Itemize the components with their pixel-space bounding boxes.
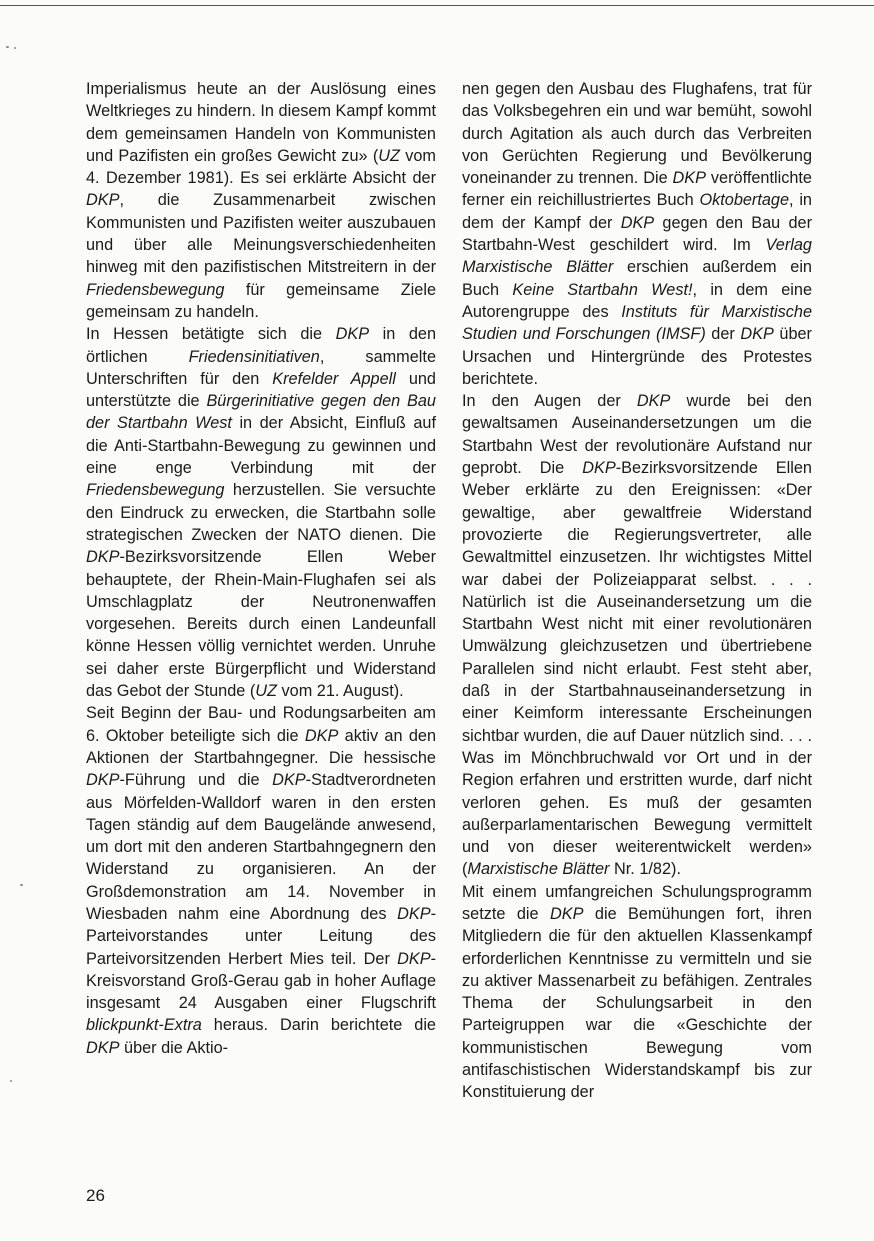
top-rule <box>0 5 874 6</box>
italic-run: DKP <box>550 904 584 923</box>
paragraph <box>462 881 812 1104</box>
scan-speck <box>6 46 9 48</box>
text-run: Mit einem umfangreichen Schulungsprogramm setzte die <box>462 882 812 923</box>
italic-run: Bürgerinitiative gegen den Bau der Startbahn West <box>86 392 436 433</box>
text-run: In Hessen betätigte sich die <box>86 325 336 344</box>
text-run: vom 21. August). <box>276 682 404 701</box>
italic-run: DKP <box>86 548 120 567</box>
italic-run: Instituts für Marxistische Studien und Forschungen (IMSF) <box>462 302 812 344</box>
text-run: über die Aktio- <box>119 1038 229 1057</box>
text-run: für gemeinsame Ziele gemeinsam zu handeln. <box>86 280 436 321</box>
text-run: Seit Beginn der Bau- und Rodungsarbeiten am 6. Oktober beteiligte sich die <box>86 704 436 745</box>
text-run: In den Augen der <box>462 392 637 411</box>
italic-run: DKP <box>272 771 306 790</box>
page-number: 26 <box>86 1186 105 1205</box>
italic-run: Friedensinitiativen <box>188 347 320 366</box>
paragraph <box>462 390 812 881</box>
left-text-column <box>86 78 436 1059</box>
text-run: -Führung und die <box>119 771 273 790</box>
text-run: vom 4. Dezember 1981). Es sei erklärte Absicht der <box>86 146 436 188</box>
paragraph <box>86 702 436 1059</box>
text-run: nen gegen den Ausbau des Flughafens, trat für das Volksbegehren ein und war bemüht, sowohl durch Agitation als auch durch das Verbreiten von Gerüchten Regierung und Bevölkerung voneinander zu trennen. Die <box>462 80 812 188</box>
italic-run: blickpunkt-Extra <box>86 1016 202 1035</box>
paragraph <box>462 78 812 390</box>
text-run: herzustellen. Sie versuchte den Eindruck zu erwecken, die Startbahn solle strategischen Zwecken der NATO dienen. Die <box>86 481 436 544</box>
italic-run: DKP <box>636 392 671 411</box>
text-run: erschien außerdem ein Buch <box>462 258 812 299</box>
text-run: in den örtlichen <box>86 325 436 366</box>
text-run: Imperialismus heute an der Auslösung eines Weltkrieges zu hindern. In diesem Kampf kommt dem gemeinsamen Handeln von Kommunisten und Pazifisten ein großes Gewicht zu» ( <box>86 80 436 165</box>
text-run: -Kreisvorstand Groß-Gerau gab in hoher Auflage insgesamt 24 Ausgaben einer Flugschrift <box>86 949 436 1013</box>
italic-run: Friedensbewegung <box>86 481 225 500</box>
text-run: in der Absicht, Einfluß auf die Anti-Startbahn-Bewegung zu gewinnen und eine enge Verbindung mit der <box>86 414 436 478</box>
text-run: der <box>705 325 741 344</box>
text-run: -Parteivorstandes unter Leitung des Parteivorsitzenden Herbert Mies teil. Der <box>86 904 436 968</box>
scan-speck <box>20 884 23 886</box>
paragraph <box>86 78 436 323</box>
italic-run: Oktobertage <box>699 191 790 210</box>
italic-run: DKP <box>86 1038 120 1057</box>
text-run: , die Zusammenarbeit zwischen Kommunisten und Pazifisten weiter auszubauen und über alle Meinungsverschiedenheiten hinweg mit den pazifistischen Mitstreitern in der <box>86 191 436 277</box>
text-run: aktiv an den Aktionen der Startbahngegner. Die hessische <box>86 726 436 767</box>
text-run: gegen den Bau der Startbahn-West geschildert wird. Im <box>462 213 812 255</box>
text-run: -Bezirksvorsitzende Ellen Weber erklärte zu den Ereignissen: «Der gewaltige, aber gewaltfreie Widerstand provozierte die Regierungsvertreter, alle Gewaltmittel einzusetzen. Ihr wichtigstes Mittel war dabei der Polizeiapparat selbst. . . . Natürlich ist die Auseinandersetzung um die Startbahn West nicht mit einer revolutionären Umwälzung gleichzusetzen und übertriebene Parallelen sind nicht erlaubt. Fest steht aber, daß in der Startbahnauseinandersetzung in einer Keimform interessante Erscheinungen sichtbar wurden, die auf Dauer nützlich sind. . . . Was im Mönchbruchwald vor Ort und in der Region erfahren und erstritten wurde, darf nicht verloren gehen. Es muß der gesamten außerparlamentarischen Bewegung vermittelt und von dieser weiterentwickelt werden» ( <box>462 459 812 879</box>
italic-run: Verlag Marxistische Blätter <box>462 236 812 277</box>
text-run: Nr. 1/82). <box>609 860 681 879</box>
right-text-column <box>462 78 812 1104</box>
italic-run: DKP <box>397 949 431 968</box>
paragraph <box>86 323 436 702</box>
text-run: über Ursachen und Hintergründe des Protestes berichtete. <box>462 325 812 388</box>
text-run: , sammelte Unterschriften für den <box>86 347 436 388</box>
italic-run: Keine Startbahn West! <box>512 280 693 299</box>
italic-run: DKP <box>620 213 655 232</box>
scan-speck <box>10 1080 12 1082</box>
text-run: , in dem eine Autorengruppe des <box>462 280 812 321</box>
italic-run: DKP <box>304 726 339 745</box>
text-run: und unterstützte die <box>86 369 436 411</box>
text-run: wurde bei den gewaltsamen Auseinandersetzungen um die Startbahn West der revolutionäre Aufstand nur geprobt. Die <box>462 392 812 478</box>
text-run: veröffentlichte ferner ein reichillustriertes Buch <box>462 169 812 210</box>
italic-run: UZ <box>378 146 400 165</box>
italic-run: DKP <box>397 904 431 923</box>
scan-speck <box>14 47 16 49</box>
text-run: -Bezirksvorsitzende Ellen Weber behauptete, der Rhein-Main-Flughafen sei als Umschlagplatz der Neutronenwaffen vorgesehen. Bereits durch einen Landeunfall könne Hessen völlig vernichtet werden. Unruhe sei daher erste Bürgerpflicht und Widerstand das Gebot der Stunde ( <box>86 548 436 701</box>
italic-run: Krefelder Appell <box>272 369 396 388</box>
text-run: die Bemühungen fort, ihren Mitgliedern die für den aktuellen Klassenkampf erforderlichen Kenntnisse zu vermitteln und sie zu aktiver Massenarbeit zu befähigen. Zentrales Thema der Schulungsarbeit in den Parteigruppen war die «Geschichte der kommunistischen Bewegung vom antifaschistischen Widerstandskampf bis zur Konstituierung der <box>462 904 812 1102</box>
italic-run: DKP <box>86 191 120 210</box>
italic-run: DKP <box>335 325 370 344</box>
italic-run: UZ <box>255 682 277 701</box>
italic-run: Marxistische Blätter <box>467 860 610 879</box>
text-run: , in dem der Kampf der <box>462 191 812 232</box>
italic-run: DKP <box>86 771 120 790</box>
italic-run: DKP <box>740 325 774 344</box>
italic-run: Friedensbewegung <box>86 280 225 299</box>
italic-run: DKP <box>582 459 616 478</box>
text-run: -Stadtverordneten aus Mörfelden-Walldorf waren in den ersten Tagen ständig auf dem Baugelände anwesend, um dort mit den anderen Startbahngegnern den Widerstand zu organisieren. An der Großdemonstration am 14. November in Wiesbaden nahm eine Abordnung des <box>86 771 436 923</box>
text-run: heraus. Darin berichtete die <box>201 1016 436 1035</box>
italic-run: DKP <box>672 169 707 188</box>
